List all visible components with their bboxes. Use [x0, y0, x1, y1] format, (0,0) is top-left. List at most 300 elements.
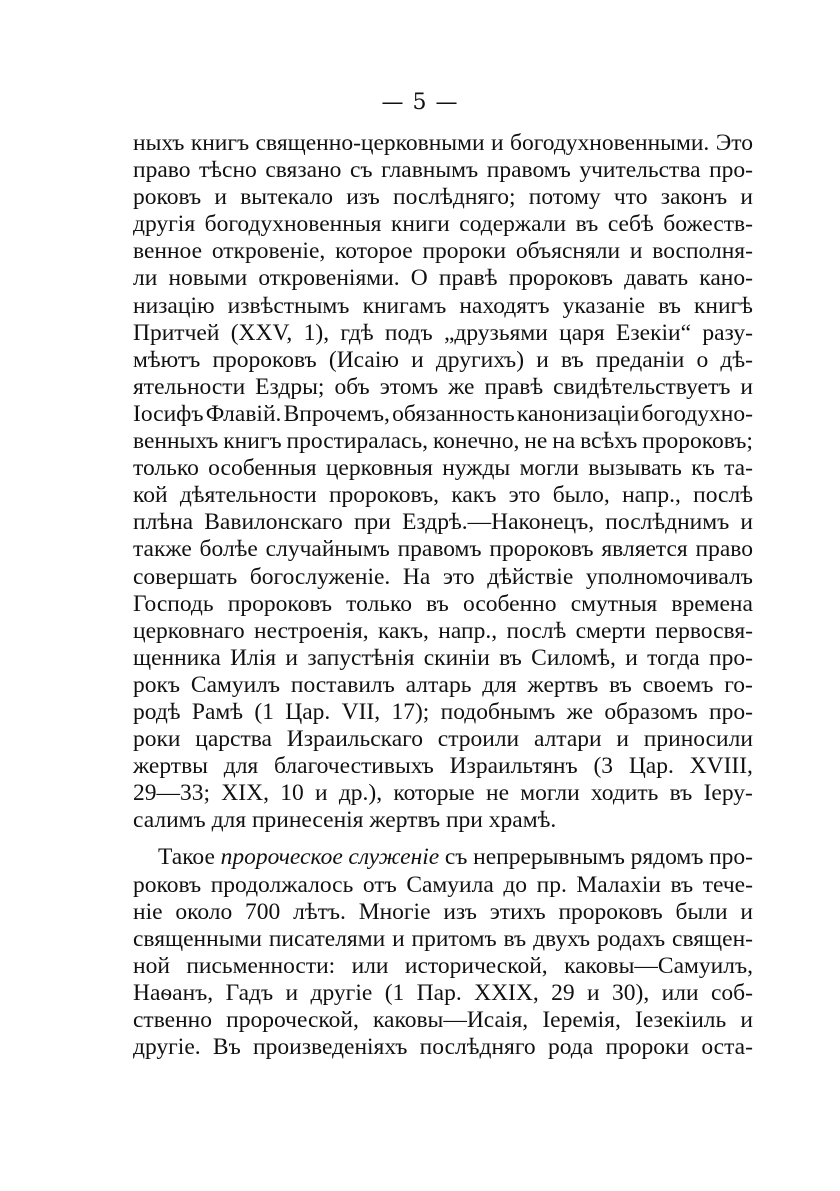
- word: (Исаію: [328, 346, 399, 373]
- word: и: [616, 726, 629, 753]
- word: въ: [426, 590, 449, 617]
- word: мѣютъ: [133, 346, 201, 373]
- word: другія: [133, 211, 196, 238]
- word: письменности:: [186, 952, 336, 979]
- word: о: [696, 346, 709, 373]
- word: богодухно-: [641, 400, 753, 427]
- word: 29: [551, 979, 575, 1006]
- page-number: — 5 —: [381, 90, 459, 115]
- word: изъ: [443, 898, 477, 925]
- word: находятъ: [459, 292, 550, 319]
- word: пророковъ: [558, 898, 663, 925]
- word: каковы—Исаія,: [372, 1007, 529, 1033]
- word: венныхъ: [133, 428, 219, 455]
- word: Цар.: [285, 698, 331, 725]
- word: произведеніяхъ: [253, 1034, 408, 1061]
- word: храмѣ.: [488, 807, 557, 834]
- word: пр.: [536, 871, 567, 898]
- word: непрерывнымъ: [473, 844, 625, 871]
- word: болѣе: [199, 536, 258, 563]
- word: Впрочемъ,: [283, 400, 390, 427]
- word: канонизаціи: [516, 400, 640, 427]
- text-line: [133, 699, 753, 726]
- word: богодухновенными.: [510, 130, 710, 156]
- word: главнымъ: [381, 157, 479, 184]
- word: каковы—Самуилъ,: [564, 952, 753, 979]
- word: напр.,: [438, 617, 498, 644]
- word: дѣ-: [720, 346, 753, 373]
- word: отъ: [362, 871, 397, 898]
- word: и: [625, 644, 638, 671]
- word: Самуила: [406, 871, 494, 898]
- word: двухъ: [533, 925, 591, 952]
- word: (1: [254, 698, 274, 725]
- word: особенно: [463, 590, 557, 617]
- word: давать: [624, 265, 689, 292]
- word: въ: [609, 671, 632, 698]
- word: только: [346, 590, 412, 617]
- word: ніе: [133, 898, 163, 925]
- word: кано-: [699, 265, 753, 292]
- word: или: [351, 952, 389, 979]
- word: и: [411, 346, 424, 373]
- word: до: [503, 871, 528, 898]
- word: рядомъ: [630, 844, 704, 871]
- word: принесенія: [251, 807, 364, 834]
- word: другіе.: [133, 1034, 201, 1061]
- text-line: [133, 428, 753, 455]
- word: (3: [593, 753, 614, 780]
- text-line: [133, 184, 753, 211]
- word: другихъ): [435, 346, 525, 373]
- word: исторической,: [404, 952, 548, 979]
- word: преданіи: [595, 346, 685, 373]
- word: книгъ: [190, 130, 250, 156]
- word: вызывать: [588, 455, 682, 482]
- word: подъ: [384, 319, 433, 346]
- word: право: [695, 536, 753, 563]
- text-line: [133, 726, 753, 753]
- word: алтари: [533, 726, 602, 753]
- word: Флавій.: [205, 400, 282, 427]
- word: не: [524, 428, 548, 455]
- word: салимъ: [133, 807, 206, 834]
- text-line: [133, 130, 753, 157]
- text-line: [133, 482, 753, 509]
- word: съ: [444, 844, 468, 871]
- word: Это: [715, 130, 753, 156]
- text-line: [133, 953, 753, 980]
- text-line: [133, 980, 753, 1007]
- text-line: [133, 238, 753, 265]
- word: запустѣнія: [307, 644, 415, 671]
- body-text: [133, 130, 753, 1061]
- word: роковъ: [133, 184, 202, 211]
- word: при: [445, 807, 483, 834]
- word: священ-: [672, 925, 753, 952]
- word: въ: [560, 346, 584, 373]
- word: писателями: [268, 925, 386, 952]
- word: и: [740, 898, 753, 925]
- text-line: [133, 591, 753, 618]
- word: XVIII,: [689, 753, 753, 780]
- word: же: [566, 698, 594, 725]
- word: это: [442, 563, 475, 590]
- word: Рамѣ: [191, 698, 244, 725]
- word: рода: [547, 1034, 594, 1061]
- word: XXIX,: [474, 979, 539, 1006]
- word: послѣ: [693, 482, 753, 509]
- word: родахъ: [596, 925, 666, 952]
- word: при: [353, 509, 391, 536]
- word: рокъ: [133, 671, 181, 698]
- word: случайнымъ: [265, 536, 390, 563]
- word: смутныя: [570, 590, 658, 617]
- word: послѣ: [506, 617, 567, 644]
- word: и: [629, 238, 643, 265]
- word: пророковъ,: [328, 482, 440, 509]
- word: Іосифъ: [133, 400, 204, 427]
- text-line: [133, 672, 753, 699]
- word: пророки: [422, 238, 507, 265]
- text-line: [133, 926, 753, 953]
- word: пророческой,: [226, 1007, 359, 1033]
- word: О: [410, 265, 428, 292]
- word: 17);: [391, 698, 430, 725]
- word: первосвя-: [655, 617, 753, 644]
- word: и: [214, 184, 227, 211]
- word: другіе: [310, 979, 373, 1006]
- word: Езекіи“: [616, 319, 692, 346]
- word: въ: [670, 871, 694, 898]
- word: венное: [133, 238, 203, 265]
- text-line: [133, 753, 753, 780]
- word: др.),: [338, 780, 383, 807]
- text-line: [133, 780, 753, 807]
- word: въ: [503, 925, 527, 952]
- word: были: [675, 898, 728, 925]
- word: „друзьями: [443, 319, 548, 346]
- word: VII,: [341, 698, 381, 725]
- word: пророки: [605, 1034, 690, 1061]
- word: Цар.: [628, 753, 674, 780]
- word: ныхъ: [133, 130, 185, 156]
- word: въ: [658, 292, 681, 319]
- word: Ездры;: [255, 373, 325, 400]
- word: и: [587, 979, 600, 1006]
- word: какъ: [451, 482, 497, 509]
- word: для: [223, 753, 259, 780]
- word: Господь: [133, 590, 214, 617]
- word: про-: [709, 644, 753, 671]
- word: около: [175, 898, 233, 925]
- word: новыми: [168, 265, 248, 292]
- text-line: [133, 618, 753, 645]
- word: содержали: [459, 211, 567, 238]
- text-line: [133, 265, 753, 292]
- word: всѣхъ: [580, 428, 638, 455]
- word: оста-: [701, 1034, 753, 1061]
- word: притомъ: [411, 925, 497, 952]
- word: пророковъ: [227, 590, 332, 617]
- word: церковнаго: [133, 617, 245, 644]
- word: на: [552, 428, 576, 455]
- word: продолжалось: [210, 871, 354, 898]
- word: кой: [133, 482, 168, 509]
- text-line: [133, 1034, 753, 1061]
- word: богодухновенныя: [204, 211, 382, 238]
- word: роки: [133, 726, 181, 753]
- word: конечно,: [432, 428, 520, 455]
- word: Израильскаго: [286, 726, 423, 753]
- word: вытекало: [240, 184, 333, 211]
- word: пророческое: [220, 844, 343, 871]
- text-line: [133, 509, 753, 536]
- text-line: [133, 844, 753, 871]
- word: ходить: [590, 780, 659, 807]
- word: Малахіи: [576, 871, 661, 898]
- word: или: [661, 979, 699, 1006]
- word: жертвъ: [527, 671, 599, 698]
- word: Гадъ: [225, 979, 274, 1006]
- word: обязанность: [392, 400, 515, 427]
- word: дѣятельности: [179, 482, 317, 509]
- word: послѣдняго: [419, 1034, 536, 1061]
- word: правѣ: [484, 373, 544, 400]
- word: приносили: [643, 726, 753, 753]
- word: которые: [393, 780, 475, 807]
- word: Іеремія,: [542, 1007, 621, 1033]
- word: 29—33;: [133, 780, 211, 807]
- word: и: [740, 509, 753, 536]
- word: пророковъ: [508, 265, 613, 292]
- word: и: [740, 1007, 753, 1033]
- text-line: [133, 455, 753, 482]
- word: жертвъ: [369, 807, 441, 834]
- word: священными: [133, 925, 262, 952]
- word: жертвы: [133, 753, 208, 780]
- word: съ: [349, 157, 373, 184]
- word: для: [482, 671, 517, 698]
- text-line: [133, 157, 753, 184]
- word: книгѣ: [693, 292, 753, 319]
- paragraph-gap: [133, 834, 753, 844]
- word: было,: [552, 482, 610, 509]
- text-line: [133, 899, 753, 926]
- word: только: [133, 455, 199, 482]
- text-line: [133, 211, 753, 238]
- word: и: [740, 184, 753, 211]
- word: является: [601, 536, 688, 563]
- word: къ: [691, 455, 715, 482]
- word: 10: [280, 780, 304, 807]
- word: правѣ: [438, 265, 498, 292]
- word: XIX,: [221, 780, 269, 807]
- word: (XXV,: [230, 319, 293, 346]
- word: образомъ: [604, 698, 698, 725]
- word: которое: [335, 238, 413, 265]
- word: ли: [133, 265, 158, 292]
- word: поставилъ: [290, 671, 395, 698]
- word: что: [613, 184, 648, 211]
- word: напр.,: [622, 482, 681, 509]
- word: свидѣтельствуетъ: [553, 373, 731, 400]
- word: и: [285, 979, 299, 1006]
- word: та-: [724, 455, 753, 482]
- word: для: [211, 807, 247, 834]
- word: послѣдняго;: [393, 184, 516, 211]
- word: особенныя: [208, 455, 317, 482]
- word: книги: [390, 211, 450, 238]
- word: пророковъ: [489, 536, 594, 563]
- word: благочестивыхъ: [274, 753, 434, 780]
- word: На: [402, 563, 431, 590]
- word: го-: [724, 671, 753, 698]
- word: Силомѣ,: [531, 644, 616, 671]
- word: щенника: [133, 644, 221, 671]
- word: алтарь: [405, 671, 472, 698]
- word: соб-: [710, 979, 753, 1006]
- word: пророковъ;: [642, 428, 753, 455]
- word: про-: [709, 698, 753, 725]
- word: нужды: [442, 455, 511, 482]
- text-line: [133, 320, 753, 347]
- text-line: [133, 401, 753, 428]
- text-line: [133, 347, 753, 374]
- word: Ездрѣ.—Наконецъ,: [402, 509, 595, 536]
- paragraph-2: [133, 844, 753, 1061]
- word: божеств-: [663, 211, 753, 238]
- word: Въ: [212, 1034, 241, 1061]
- word: правомъ: [397, 536, 482, 563]
- word: въ: [575, 211, 599, 238]
- word: 700: [245, 898, 281, 925]
- word: и: [392, 925, 405, 952]
- word: и: [314, 780, 328, 807]
- word: объ: [334, 373, 370, 400]
- word: Самуилъ: [190, 671, 281, 698]
- word: себѣ: [607, 211, 654, 238]
- word: извѣстнымъ: [227, 292, 350, 319]
- word: откровеніями.: [258, 265, 400, 292]
- word: какъ,: [377, 617, 429, 644]
- word: священно-церковными: [255, 130, 485, 156]
- word: восполня-: [652, 238, 753, 265]
- word: роковъ: [133, 871, 202, 898]
- word: учительства: [579, 157, 701, 184]
- word: богослуженіе.: [249, 563, 391, 590]
- word: право: [133, 157, 191, 184]
- word: 30),: [612, 979, 650, 1006]
- word: Вавилонскаго: [204, 509, 343, 536]
- word: и: [536, 346, 549, 373]
- word: Іезекіиль: [635, 1007, 727, 1033]
- word: могли: [519, 455, 579, 482]
- word: Пар.: [416, 979, 462, 1006]
- word: откровеніе,: [211, 238, 326, 265]
- text-line: [133, 293, 753, 320]
- word: Іеру-: [703, 780, 753, 807]
- word: времена: [671, 590, 753, 617]
- word: царства: [195, 726, 272, 753]
- word: своемъ: [642, 671, 714, 698]
- word: законъ: [660, 184, 728, 211]
- word: книгамъ: [362, 292, 447, 319]
- word: служеніе: [348, 844, 440, 871]
- word: связано: [265, 157, 342, 184]
- word: Наѳанъ,: [133, 979, 214, 1006]
- word: изъ: [346, 184, 380, 211]
- word: тѣсно: [199, 157, 257, 184]
- word: въ: [669, 780, 693, 807]
- word: не: [486, 780, 510, 807]
- text-line: [133, 374, 753, 401]
- word: ятельности: [133, 373, 246, 400]
- text-line: [133, 872, 753, 899]
- word: книгъ: [223, 428, 282, 455]
- word: нестроенія,: [254, 617, 369, 644]
- word: подобнымъ: [440, 698, 556, 725]
- text-line: [133, 536, 753, 563]
- word: и: [740, 373, 753, 400]
- word: плѣна: [133, 509, 194, 536]
- word: скиніи: [423, 644, 490, 671]
- word: и: [285, 644, 298, 671]
- word: царя: [559, 319, 605, 346]
- word: про-: [709, 157, 753, 184]
- word: потому: [528, 184, 601, 211]
- word: и: [490, 130, 504, 156]
- word: низацію: [133, 292, 215, 319]
- word: 1),: [303, 319, 330, 346]
- word: Такое: [158, 844, 215, 871]
- word: Израильтянъ: [449, 753, 578, 780]
- word: же: [448, 373, 475, 400]
- word: пророковъ: [212, 346, 317, 373]
- word: про-: [709, 844, 753, 871]
- word: простиралась,: [286, 428, 429, 455]
- word: въ: [499, 644, 522, 671]
- text-line: [133, 1007, 753, 1034]
- word: Притчей: [133, 319, 220, 346]
- word: тече-: [702, 871, 753, 898]
- word: это: [508, 482, 541, 509]
- word: смерти: [575, 617, 646, 644]
- word: этомъ: [379, 373, 439, 400]
- word: лѣтъ.: [293, 898, 346, 925]
- word: объясняли: [515, 238, 621, 265]
- word: церковныя: [325, 455, 433, 482]
- word: уполномочивалъ: [585, 563, 753, 590]
- word: правомъ: [486, 157, 571, 184]
- word: Многіе: [358, 898, 431, 925]
- paragraph-1: [133, 130, 753, 834]
- word: послѣднимъ: [605, 509, 730, 536]
- word: гдѣ: [340, 319, 374, 346]
- word: ной: [133, 952, 170, 979]
- word: также: [133, 536, 192, 563]
- word: совершать: [133, 563, 238, 590]
- word: этихъ: [489, 898, 546, 925]
- word: Илія: [230, 644, 277, 671]
- text-line: [133, 645, 753, 672]
- word: ственно: [133, 1007, 212, 1033]
- text-line: [133, 807, 753, 834]
- word: указаніе: [562, 292, 646, 319]
- word: строили: [437, 726, 520, 753]
- word: тогда: [647, 644, 700, 671]
- word: (1: [384, 979, 405, 1006]
